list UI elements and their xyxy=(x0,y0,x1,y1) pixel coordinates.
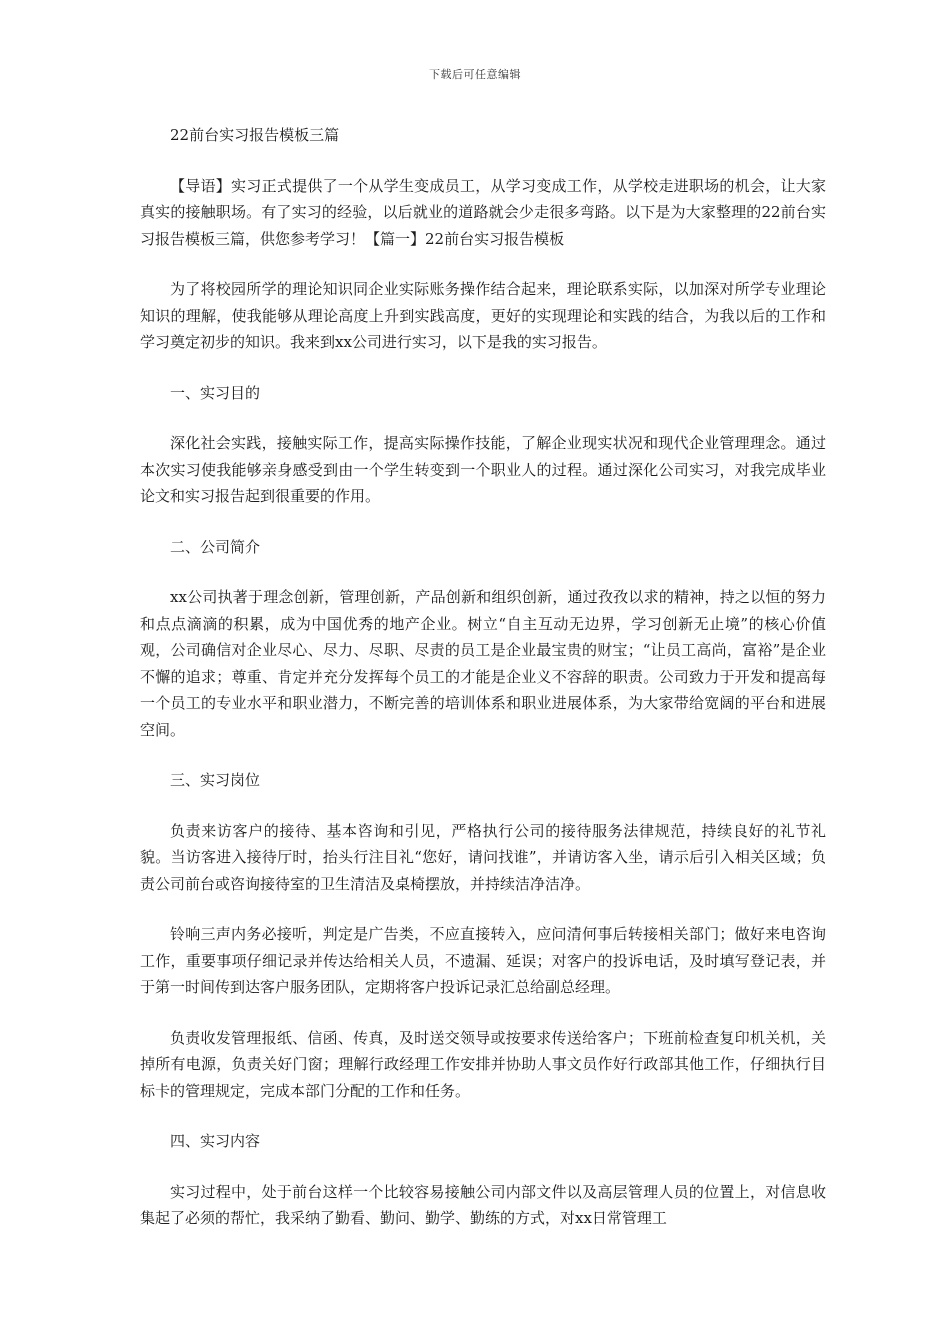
section-heading-2: 二、公司简介 xyxy=(170,537,261,556)
section-heading-4: 四、实习内容 xyxy=(170,1132,261,1150)
paragraph-3: xx公司执著于理念创新，管理创新，产品创新和组织创新，通过孜孜以求的精神，持之以恒的努力和点点滴滴的积累，成为中国优秀的地产企业。树立“自主互动无边界，学习创新无止境”的核心价值观，公司确信对企业尽心、尽力、尽职、尽责的员工是企业最宝贵的财宝；“让员工高尚，富裕”是企业不懈的追求；尊重、肯定并充分发挥每个员工的才能是企业义不容辞的职责。公司致力于开发和提高每一个员工的专业水平和职业潜力，不断完善的培训体系和职业进展体系，为大家带给宽阔的平台和进展空间。 xyxy=(140,588,826,739)
section-heading-1: 一、实习目的 xyxy=(170,383,261,402)
document-body xyxy=(140,122,826,1256)
paragraph-7: 实习过程中，处于前台这样一个比较容易接触公司内部文件以及高层管理人员的位置上，对信息收集起了必须的帮忙，我采纳了勤看、勤问、勤学、勤练的方式，对xx日常管理工 xyxy=(140,1182,826,1227)
paragraph-5: 铃响三声内务必接听，判定是广告类，不应直接转入，应问清何事后转接相关部门；做好来电咨询工作，重要事项仔细记录并传达给相关人员，不遗漏、延误；对客户的投诉电话，及时填写登记表，并于第一时间传到达客户服务团队，定期将客户投诉记录汇总给副总经理。 xyxy=(140,925,826,996)
document-title: 22前台实习报告模板三篇 xyxy=(170,126,340,144)
paragraph-2: 深化社会实践，接触实际工作，提高实际操作技能，了解企业现实状况和现代企业管理理念。通过本次实习使我能够亲身感受到由一个学生转变到一个职业人的过程。通过深化公司实习，对我完成毕业论文和实习报告起到很重要的作用。 xyxy=(140,434,826,505)
paragraph-6: 负责收发管理报纸、信函、传真，及时送交领导或按要求传送给客户；下班前检查复印机关机，关掉所有电源，负责关好门窗；理解行政经理工作安排并协助人事文员作好行政部其他工作，仔细执行目标卡的管理规定，完成本部门分配的工作和任务。 xyxy=(140,1028,826,1100)
page-header: 下载后可任意编辑 xyxy=(429,68,521,81)
paragraph-4: 负责来访客户的接待、基本咨询和引见，严格执行公司的接待服务法律规范，持续良好的礼节礼貌。当访客进入接待厅时，抬头行注目礼“您好，请问找谁”，并请访客入坐，请示后引入相关区域；负责公司前台或咨询接待室的卫生清洁及桌椅摆放，并持续洁净洁净。 xyxy=(140,821,826,893)
intro-paragraph: 【导语】实习正式提供了一个从学生变成员工，从学习变成工作，从学校走进职场的机会，让大家真实的接触职场。有了实习的经验，以后就业的道路就会少走很多弯路。以下是为大家整理的22前台实习报告模板三篇，供您参考学习！【篇一】22前台实习报告模板 xyxy=(140,176,826,248)
section-heading-3: 三、实习岗位 xyxy=(170,771,261,789)
paragraph-1: 为了将校园所学的理论知识同企业实际账务操作结合起来，理论联系实际，以加深对所学专业理论知识的理解，使我能够从理论高度上升到实践高度，更好的实现理论和实践的结合，为我以后的工作和学习奠定初步的知识。我来到xx公司进行实习，以下是我的实习报告。 xyxy=(140,280,826,351)
